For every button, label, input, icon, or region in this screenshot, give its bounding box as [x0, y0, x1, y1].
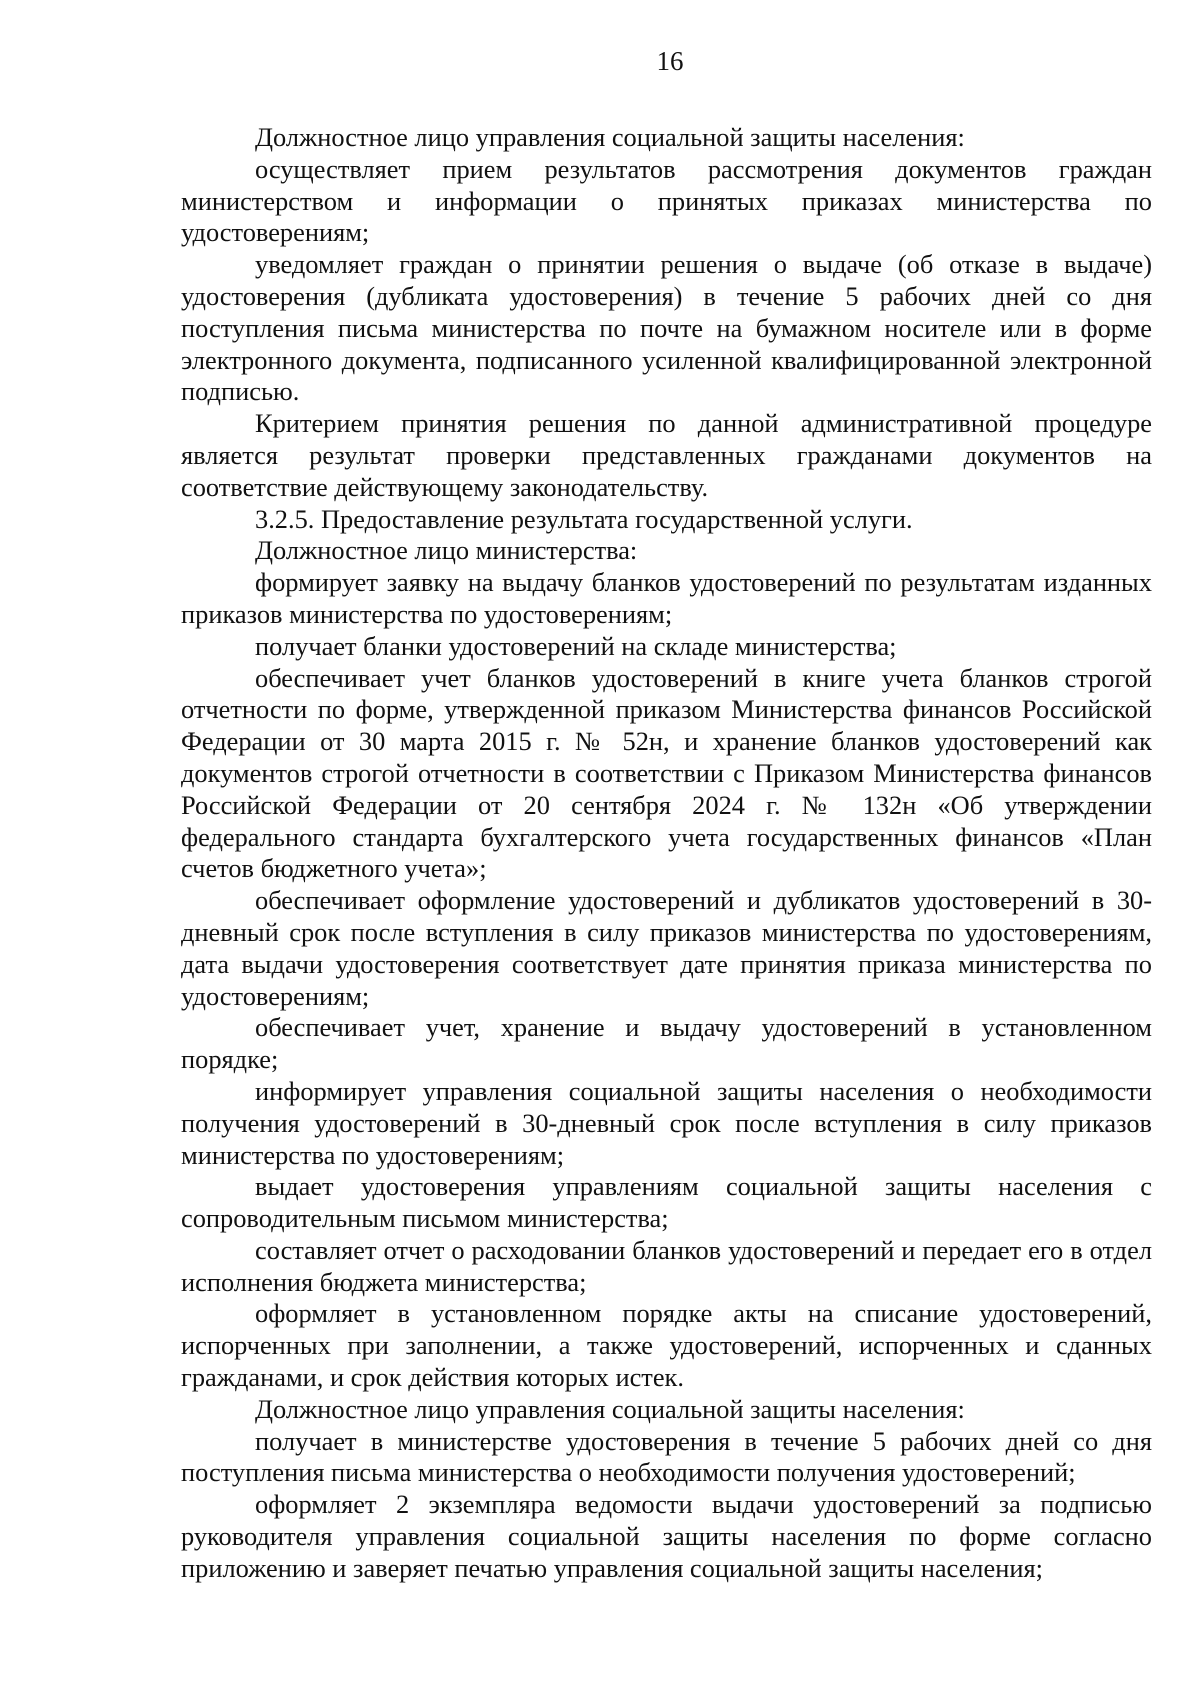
paragraph: Критерием принятия решения по данной административной процедуре является результат проверки представленных гражданами документов на соответствие действующему законодательству. [181, 408, 1152, 502]
paragraph: уведомляет граждан о принятии решения о выдаче (об отказе в выдаче) удостоверения (дубликата удостоверения) в течение 5 рабочих дней со дня поступления письма министерства по почте на бумажном носителе или в форме электронного документа, подписанного усиленной квалифицированной электронной подписью. [181, 249, 1152, 407]
paragraph: получает в министерстве удостоверения в течение 5 рабочих дней со дня поступления письма министерства о необходимости получения удостоверений; [181, 1425, 1152, 1488]
paragraph: оформляет в установленном порядке акты на списание удостоверений, испорченных при заполнении, а также удостоверений, испорченных и сданных гражданами, и срок действия которых истек. [181, 1298, 1152, 1393]
paragraph: обеспечивает оформление удостоверений и дубликатов удостоверений в 30-дневный срок после вступления в силу приказов министерства по удостоверениям, дата выдачи удостоверения соответствует дате принятия приказа министерства по удостоверениям; [181, 885, 1152, 1011]
paragraph: получает бланки удостоверений на складе министерства; [255, 630, 897, 661]
paragraph: обеспечивает учет, хранение и выдачу удостоверений в установленном порядке; [181, 1012, 1152, 1075]
paragraph: формирует заявку на выдачу бланков удостоверений по результатам изданных приказов министерства по удостоверениям; [181, 567, 1152, 629]
paragraph: оформляет 2 экземпляра ведомости выдачи удостоверений за подписью руководителя управления социальной защиты населения по форме согласно приложению и заверяет печатью управления социальной защиты населения; [181, 1489, 1152, 1583]
paragraph: обеспечивает учет бланков удостоверений в книге учета бланков строгой отчетности по форме, утвержденной приказом Министерства финансов Российской Федерации от 30 марта 2015 г. № 52н, и хранение бланков удостоверений как документов строгой отчетности в соответствии с Приказом Министерства финансов Российской Федерации от 20 сентября 2024 г. № 132н «Об утверждении федерального стандарта бухгалтерского учета государственных финансов «План счетов бюджетного учета»; [181, 662, 1152, 884]
paragraph: Должностное лицо министерства: [255, 535, 638, 566]
paragraph: информирует управления социальной защиты населения о необходимости получения удостоверений в 30-дневный срок после вступления в силу приказов министерства по удостоверениям; [181, 1075, 1152, 1170]
paragraph: Должностное лицо управления социальной защиты населения: [255, 122, 965, 152]
section-heading: 3.2.5. Предоставление результата государственной услуги. [255, 503, 913, 534]
paragraph: составляет отчет о расходовании бланков удостоверений и передает его в отдел исполнения бюджета министерства; [181, 1234, 1152, 1297]
paragraph: Должностное лицо управления социальной защиты населения: [255, 1393, 965, 1424]
paragraph: осуществляет прием результатов рассмотрения документов граждан министерством и информации о принятых приказах министерства по удостоверениям; [181, 153, 1152, 248]
page-number: 16 [656, 46, 684, 76]
paragraph: выдает удостоверения управлениям социальной защиты населения с сопроводительным письмом министерства; [181, 1171, 1152, 1234]
document-body [181, 122, 1152, 1585]
